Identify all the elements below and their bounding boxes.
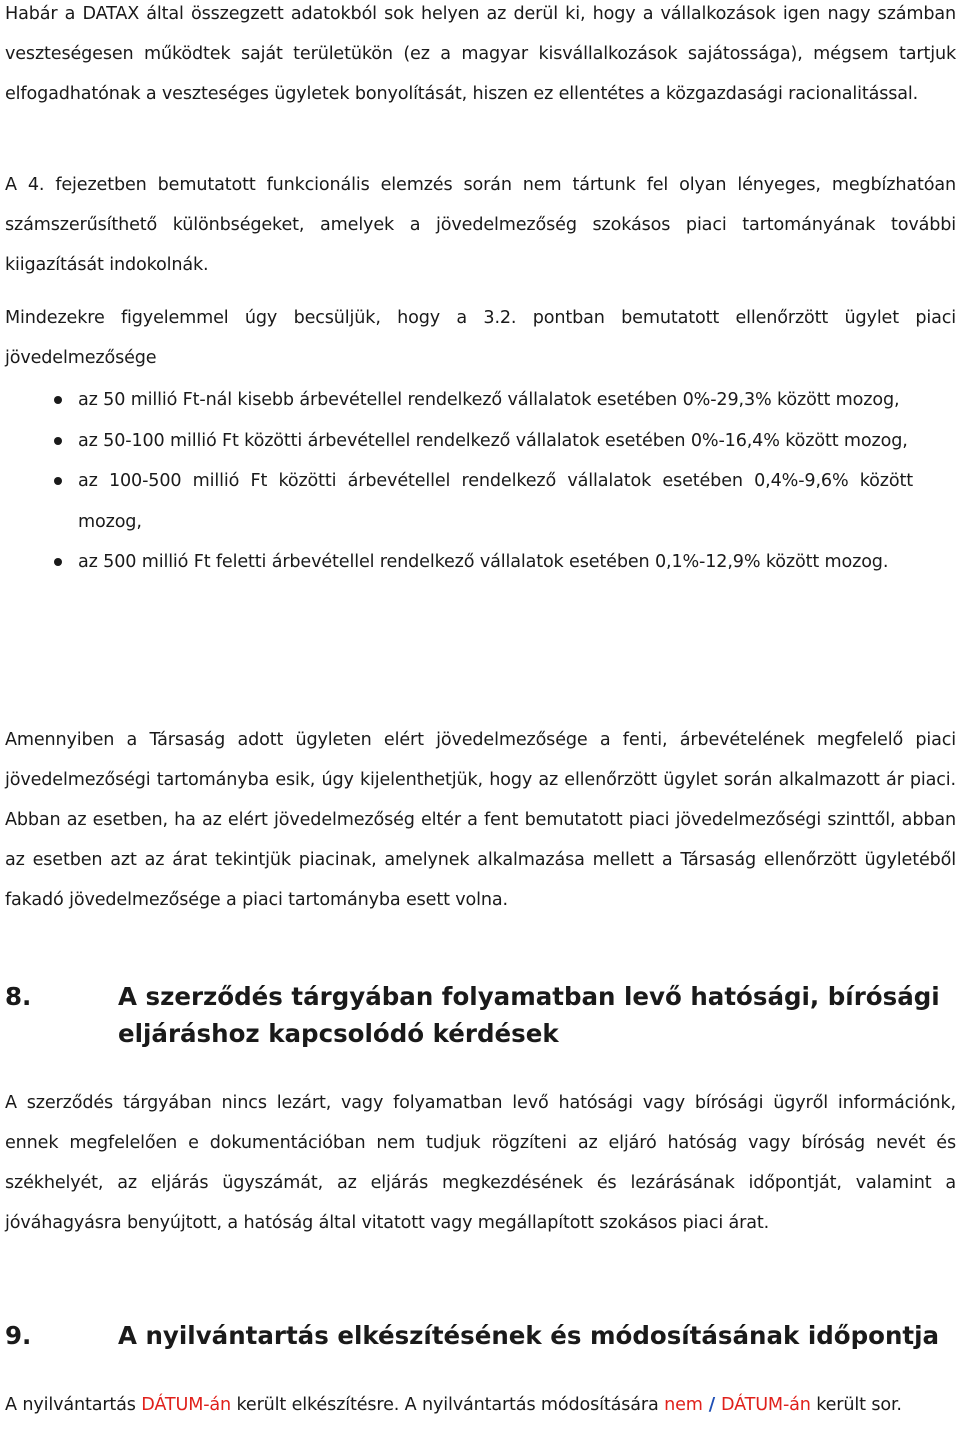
- bullet-icon: [54, 558, 62, 566]
- date-placeholder: DÁTUM-án: [141, 1395, 232, 1415]
- list-item-text: az 100-500 millió Ft közötti árbevétellel rendelkező vállalatok esetében 0,4%-9,6% között mozog,: [78, 471, 913, 532]
- date-placeholder: DÁTUM-án: [720, 1395, 811, 1415]
- section-number: 8.: [5, 982, 32, 1011]
- section-title: A szerződés tárgyában folyamatban levő hatósági, bírósági eljáráshoz kapcsolódó kérdések: [118, 982, 940, 1048]
- list-item-text: az 500 millió Ft feletti árbevétellel rendelkező vállalatok esetében 0,1%-12,9% között mozog.: [78, 552, 889, 572]
- paragraph-functional-analysis: A 4. fejezetben bemutatott funkcionális elemzés során nem tártunk fel olyan lényeges, megbízhatóan számszerűsíthető különbségeket, amelyek a jövedelmezőség szokásos piaci tartományának további kiigazítását indokolnák.: [5, 175, 956, 275]
- list-item-text: az 50 millió Ft-nál kisebb árbevétellel rendelkező vállalatok esetében 0%-29,3% között mozog,: [78, 390, 900, 410]
- section-title: A nyilvántartás elkészítésének és módosításának időpontja: [118, 1321, 940, 1350]
- list-item: [5, 421, 913, 462]
- list-item-text: az 50-100 millió Ft közötti árbevétellel rendelkező vállalatok esetében 0%-16,4% között mozog,: [78, 430, 908, 451]
- text-segment: A nyilvántartás: [5, 1395, 142, 1415]
- option-separator: /: [702, 1395, 721, 1415]
- list-item: [5, 461, 913, 542]
- section-heading-9: [5, 1317, 956, 1354]
- section-heading-8: [5, 978, 956, 1052]
- paragraph-estimate-intro: Mindezekre figyelemmel úgy becsüljük, hogy a 3.2. pontban bemutatott ellenőrzött ügylet piaci jövedelmezősége: [5, 308, 956, 368]
- section-number: 9.: [5, 1321, 32, 1350]
- text-segment: került elkészítésre. A nyilvántartás módosítására: [231, 1395, 665, 1415]
- text-segment: került sor.: [810, 1395, 902, 1415]
- profitability-range-list: [5, 380, 956, 583]
- paragraph-conclusion: Amennyiben a Társaság adott ügyleten elért jövedelmezősége a fenti, árbevételének megfelelő piaci jövedelmezőségi tartományba esik, úgy kijelenthetjük, hogy az ellenőrzött ügylet során alkalmazott ár piaci. Abban az esetben, ha az elért jövedelmezőség eltér a fent bemutatott piaci jövedelmezőségi szinttől, abban az esetben azt az árat tekintjük piacinak, amelynek alkalmazása mellett a Társaság ellenőrzött ügyletéből fakadó jövedelmezősége a piaci tartományba esett volna.: [5, 730, 956, 910]
- list-item: [5, 542, 913, 583]
- paragraph-proceedings: A szerződés tárgyában nincs lezárt, vagy folyamatban levő hatósági vagy bírósági ügyről információnk, ennek megfelelően e dokumentációban nem tudjuk rögzíteni az eljáró hatóság vagy bíróság nevét és székhelyét, az eljárás ügyszámát, az eljárás megkezdésének és lezárásának időpontját, valamint a jóváhagyásra benyújtott, a hatóság által vitatott vagy megállapított szokásos piaci árat.: [5, 1093, 956, 1233]
- bullet-icon: [54, 437, 62, 445]
- list-item: [5, 380, 913, 421]
- option-placeholder: nem: [664, 1395, 703, 1415]
- bullet-icon: [54, 396, 62, 404]
- bullet-icon: [54, 477, 62, 485]
- paragraph-record-dates: [5, 1385, 956, 1425]
- paragraph-datax-summary: Habár a DATAX által összegzett adatokból sok helyen az derül ki, hogy a vállalkozások igen nagy számban veszteségesen működtek saját területükön (ez a magyar kisvállalkozások sajátossága), mégsem tartjuk elfogadhatónak a veszteséges ügyletek bonyolítását, hiszen ez ellentétes a közgazdasági racionalitással.: [5, 4, 956, 104]
